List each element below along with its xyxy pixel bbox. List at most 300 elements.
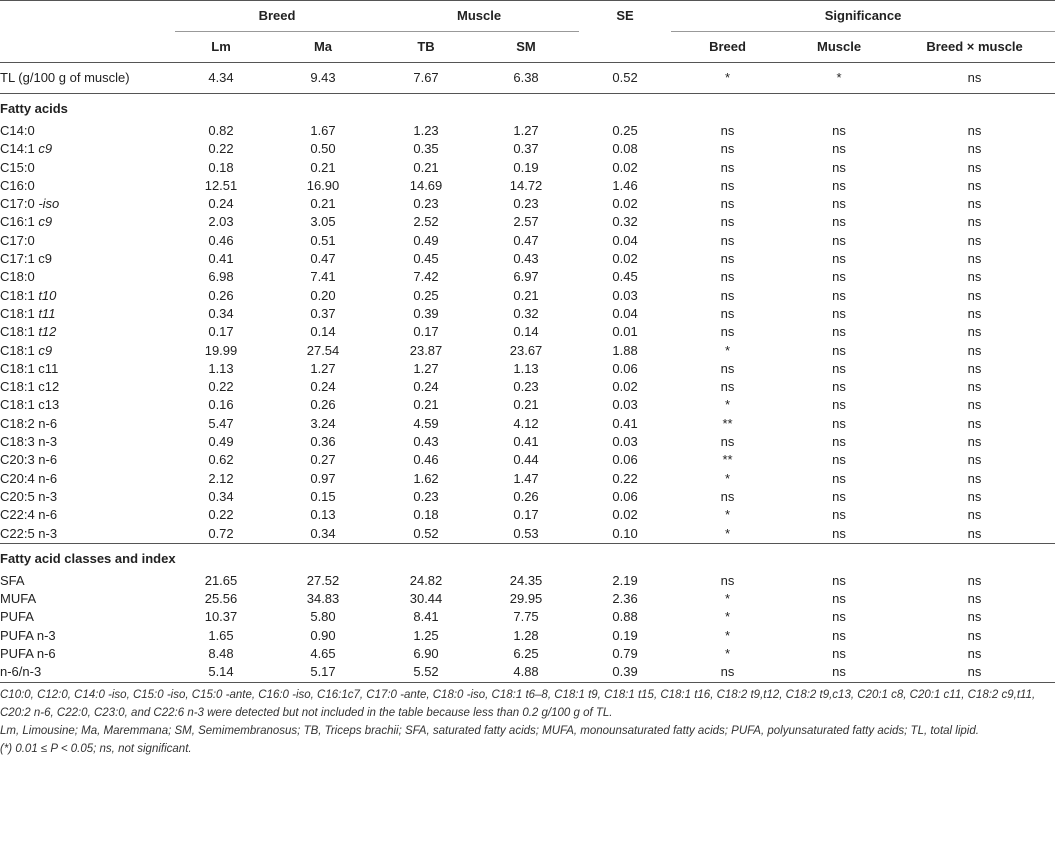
row-label-name: C18:1 [0,342,39,358]
cell-ma: 0.37 [310,305,336,321]
row-label [0,268,175,286]
cell-tb: 7.67 [413,70,439,85]
cell-lm: 0.82 [208,123,234,138]
cell-sm: 0.26 [513,488,539,504]
cell-sm: 1.13 [513,360,539,376]
row-label-name: C20:3 n-6 [0,452,58,468]
cell-sig-breed: ns [720,251,735,267]
table-row [0,250,1055,268]
cell-sig-interaction: ns [967,646,982,662]
row-label [0,360,175,378]
header-sig-breed: Breed [671,32,784,63]
section-header-fatty-acids [0,94,1055,123]
row-label-name: C18:1 [0,287,39,303]
cell-lm: 0.62 [208,452,234,468]
cell-lm: 0.49 [208,434,234,450]
cell-sig-muscle: ns [832,627,846,643]
cell-sig-interaction: ns [967,251,982,267]
row-label-name: C18:3 n-3 [0,434,58,450]
cell-se: 0.52 [612,70,638,85]
table-row [0,287,1055,305]
cell-sig-muscle: ns [832,572,846,588]
cell-lm: 1.65 [208,627,234,643]
row-label-suffix: c9 [38,141,53,157]
cell-sig-interaction: ns [967,452,982,468]
row-label-name: SFA [0,572,25,588]
cell-ma: 27.52 [306,572,340,588]
cell-sig-breed: * [725,591,731,607]
cell-sm: 4.88 [473,663,579,682]
cell-sig-breed: ns [720,379,735,395]
cell-sig-breed: ns [720,214,735,230]
cell-sig-interaction: ns [967,627,982,643]
cell-sig-muscle: ns [832,287,846,303]
cell-ma: 1.27 [310,360,336,376]
cell-lm: 0.22 [208,507,234,523]
table-row [0,195,1055,213]
row-label [0,213,175,231]
row-label-name: C22:4 n-6 [0,507,58,523]
cell-sig-muscle: ns [832,488,846,504]
row-label [0,250,175,268]
cell-sig-muscle: ns [832,177,846,193]
row-label [0,159,175,177]
cell-ma: 34.83 [306,591,340,607]
row-label-name: PUFA [0,609,34,625]
cell-sm: 0.43 [513,251,539,267]
header-sm: SM [473,32,579,63]
cell-sm: 7.75 [513,609,539,625]
cell-sig-interaction: ns [967,269,982,285]
cell-ma: 0.13 [310,507,336,523]
cell-sig-breed: ns [720,287,735,303]
cell-sig-muscle: ns [832,305,846,321]
cell-se: 0.41 [612,415,638,431]
row-label [0,433,175,451]
cell-sig-interaction: ns [967,287,982,303]
row-label [0,305,175,323]
cell-sig-muscle: ns [832,324,846,340]
header-lm: Lm [175,32,267,63]
header-sig-muscle: Muscle [784,32,894,63]
section-title: Fatty acid classes and index [0,543,1055,572]
cell-ma: 27.54 [306,342,340,358]
section-title: Fatty acids [0,94,1055,123]
header-se: SE [579,1,671,33]
cell-tb: 0.46 [413,452,439,468]
cell-sig-breed: ns [720,305,735,321]
row-label [0,140,175,158]
cell-sig-breed: ns [720,434,735,450]
cell-sm: 1.27 [513,123,539,138]
section-header-classes [0,543,1055,572]
cell-se: 0.03 [612,287,638,303]
header-row-groups [0,1,1055,33]
cell-se: 1.46 [612,177,638,193]
cell-se: 0.02 [612,251,638,267]
cell-se: 2.36 [612,591,638,607]
cell-se: 0.06 [612,452,638,468]
table-row [0,232,1055,250]
cell-sm: 0.14 [513,324,539,340]
cell-lm: 0.41 [208,251,234,267]
cell-sig-breed: ns [720,324,735,340]
cell-sig-breed: * [725,342,731,358]
cell-sig-breed: * [725,525,731,541]
cell-ma: 0.34 [310,525,336,541]
row-label [0,470,175,488]
table-body [0,63,1055,123]
cell-ma: 0.47 [310,251,336,267]
cell-tb: 6.90 [413,646,439,662]
footnote-abbreviations: Lm, Limousine; Ma, Maremmana; SM, Semimembranosus; TB, Triceps brachii; SFA, saturated fatty acids; MUFA, monounsaturated fatty acids; PUFA, polyunsaturated fatty acids; TL, total lipid. [0,724,979,737]
cell-sig-interaction: ns [967,609,982,625]
row-label-name: PUFA n-3 [0,627,56,643]
cell-sm: 4.12 [513,415,539,431]
header-empty [0,32,175,63]
cell-sig-interaction: ns [967,397,982,413]
row-label-name: C14:0 [0,123,35,138]
cell-tb: 0.23 [413,196,439,212]
cell-se: 0.06 [612,360,638,376]
row-label-suffix: c9 [38,214,53,230]
footnote-significance: (*) 0.01 ≤ P < 0.05; ns, not significant. [0,742,192,755]
cell-sig-breed: * [725,507,731,523]
cell-se: 0.39 [579,663,671,682]
cell-lm: 0.72 [208,525,234,541]
cell-tb: 0.24 [413,379,439,395]
cell-lm: 6.98 [208,269,234,285]
cell-ma: 0.26 [310,397,336,413]
cell-sig-interaction: ns [967,324,982,340]
footnotes [0,683,1055,758]
cell-sig-muscle: ns [832,525,846,541]
row-label [0,608,175,626]
table-row-tl [0,63,1055,94]
cell-sig-interaction: ns [967,123,982,138]
cell-sig-breed: ns [720,196,735,212]
cell-sm: 2.57 [513,214,539,230]
cell-sig-interaction: ns [967,360,982,376]
cell-sig-muscle: ns [832,397,846,413]
cell-lm: 0.34 [208,488,234,504]
cell-sig-muscle: ns [832,609,846,625]
row-label [0,177,175,195]
row-label-name: C20:4 n-6 [0,470,58,486]
header-row-sub [0,32,1055,63]
cell-lm: 0.16 [208,397,234,413]
cell-lm: 0.22 [208,141,234,157]
cell-tb: 0.52 [413,525,439,541]
table-row [0,396,1055,414]
cell-sig-muscle: ns [832,342,846,358]
cell-sm: 0.47 [513,232,539,248]
cell-ma: 0.50 [310,141,336,157]
cell-sig-breed: ns [671,663,784,682]
cell-sm: 0.53 [513,525,539,541]
header-tb: TB [379,32,473,63]
row-label-name: C17:1 c9 [0,251,53,267]
cell-sig-breed: ** [722,415,733,431]
row-label-suffix: t12 [38,324,57,340]
cell-sig-breed: * [725,609,731,625]
cell-se: 0.32 [612,214,638,230]
cell-lm: 25.56 [204,591,238,607]
cell-ma: 0.15 [310,488,336,504]
cell-ma: 0.27 [310,452,336,468]
row-label [0,232,175,250]
cell-tb: 24.82 [409,572,443,588]
header-empty [0,1,175,33]
cell-lm: 2.03 [208,214,234,230]
row-label-name: C17:0 [0,196,39,212]
cell-lm: 12.51 [204,177,238,193]
cell-se: 0.04 [612,232,638,248]
table-row [0,506,1055,524]
cell-ma: 0.21 [310,196,336,212]
cell-tb: 0.23 [413,488,439,504]
cell-ma: 5.80 [310,609,336,625]
cell-sig-breed: * [725,397,731,413]
cell-sig-interaction: ns [967,470,982,486]
cell-sig-breed: ns [720,159,735,175]
cell-sig-muscle: ns [832,141,846,157]
table-row [0,159,1055,177]
cell-sig-breed: ns [720,572,735,588]
cell-lm: 19.99 [204,342,238,358]
row-label: TL (g/100 g of muscle) [0,70,130,85]
cell-ma: 4.65 [310,646,336,662]
cell-sig-interaction: ns [967,591,982,607]
cell-tb: 23.87 [409,342,443,358]
table-row [0,360,1055,378]
row-label [0,451,175,469]
cell-sig-muscle: ns [832,434,846,450]
cell-lm: 0.18 [208,159,234,175]
cell-sig-muscle: ns [832,507,846,523]
row-label [0,415,175,433]
cell-tb: 0.35 [413,141,439,157]
cell-sig-interaction: ns [967,525,982,541]
cell-sig-interaction: ns [967,434,982,450]
row-label-name: C18:1 [0,324,39,340]
cell-sm: 1.47 [513,470,539,486]
cell-tb: 0.49 [413,232,439,248]
cell-sig-muscle: ns [832,470,846,486]
cell-lm: 8.48 [208,646,234,662]
row-label [0,195,175,213]
cell-sig-muscle: ns [832,360,846,376]
cell-se: 0.08 [612,141,638,157]
cell-tb: 0.25 [413,287,439,303]
cell-sig-interaction: ns [967,214,982,230]
cell-sig-breed: ns [720,232,735,248]
table-row [0,470,1055,488]
cell-tb: 1.62 [413,470,439,486]
cell-sig-interaction: ns [967,196,982,212]
cell-se: 2.19 [612,572,638,588]
row-label-suffix: t10 [38,287,57,303]
cell-tb: 0.18 [413,507,439,523]
table-row [0,590,1055,608]
cell-sm: 0.41 [513,434,539,450]
cell-sm: 14.72 [509,177,543,193]
row-label-name: C22:5 n-3 [0,525,58,541]
row-label-name: C18:1 c12 [0,379,60,395]
table-row [0,572,1055,590]
cell-sig-muscle: * [836,70,842,85]
cell-tb: 0.43 [413,434,439,450]
cell-lm: 10.37 [204,609,238,625]
row-label [0,645,175,663]
cell-tb: 0.21 [413,397,439,413]
row-label [0,663,175,682]
row-label [0,342,175,360]
cell-se: 0.03 [612,434,638,450]
footnote-detected: C10:0, C12:0, C14:0 -iso, C15:0 -iso, C15:0 -ante, C16:0 -iso, C16:1c7, C17:0 -ante, C18:0 -iso, C18:1 t6–8, C18:1 t9, C18:1 t15, C18:1 t16, C18:2 t9,t12, C18:2 t9,c13, C20:1 c8, C20:1 c11, C18:2 c9,t11, C20:2 n-6, C22:0, C23:0, and C22:6 n-3 were detected but not included in the table because less than 0.2 g/100 g of TL. [0,688,1036,719]
row-label [0,378,175,396]
table-row [0,488,1055,506]
row-label-name: MUFA [0,591,37,607]
table-row [0,451,1055,469]
cell-ma: 0.51 [310,232,336,248]
row-label [0,590,175,608]
cell-se: 0.25 [612,123,638,138]
cell-tb: 8.41 [413,609,439,625]
table-row [0,323,1055,341]
row-label-name: C18:1 c13 [0,397,60,413]
row-label-name: C16:0 [0,177,35,193]
cell-tb: 5.52 [379,663,473,682]
cell-sig-muscle: ns [832,379,846,395]
table-row [0,608,1055,626]
cell-lm: 0.17 [208,324,234,340]
row-label-suffix: c9 [38,342,53,358]
cell-sig-breed: ns [720,269,735,285]
row-label-name: n-6/n-3 [0,664,42,680]
cell-se: 0.01 [612,324,638,340]
cell-sm: 0.21 [513,397,539,413]
cell-sig-breed: ns [720,360,735,376]
table-row [0,342,1055,360]
row-label-name: C18:1 [0,305,39,321]
cell-sig-interaction: ns [967,507,982,523]
cell-sig-interaction: ns [967,177,982,193]
cell-tb: 0.39 [413,305,439,321]
cell-sm: 23.67 [509,342,543,358]
cell-tb: 0.17 [413,324,439,340]
cell-tb: 0.45 [413,251,439,267]
cell-sm: 0.23 [513,196,539,212]
cell-se: 0.02 [612,159,638,175]
header-muscle: Muscle [379,1,579,33]
cell-lm: 4.34 [208,70,234,85]
cell-se: 0.45 [612,269,638,285]
cell-lm: 0.34 [208,305,234,321]
table-row [0,268,1055,286]
cell-lm: 0.46 [208,232,234,248]
cell-sig-muscle: ns [832,269,846,285]
cell-ma: 7.41 [310,269,336,285]
cell-sm: 0.17 [513,507,539,523]
cell-sig-interaction: ns [967,70,982,85]
row-label-name: C15:0 [0,159,35,175]
classes-head [0,543,1055,572]
row-label [0,287,175,305]
cell-sm: 0.23 [513,379,539,395]
cell-sm: 24.35 [509,572,543,588]
row-label-name: C18:1 c11 [0,360,59,376]
cell-sig-muscle: ns [832,196,846,212]
cell-sig-muscle: ns [832,251,846,267]
cell-sig-breed: ns [720,141,735,157]
cell-se: 0.02 [612,379,638,395]
cell-lm: 1.13 [208,360,234,376]
cell-ma: 16.90 [306,177,340,193]
cell-ma: 3.05 [310,214,336,230]
cell-sig-muscle: ns [832,123,846,138]
header-ma: Ma [267,32,379,63]
cell-sig-muscle: ns [832,591,846,607]
row-label-name: PUFA n-6 [0,646,56,662]
cell-sig-interaction: ns [967,379,982,395]
table-row [0,525,1055,544]
cell-ma: 3.24 [310,415,336,431]
cell-se: 0.88 [612,609,638,625]
table-row [0,663,1055,682]
cell-tb: 2.52 [413,214,439,230]
cell-sig-muscle: ns [832,214,846,230]
cell-ma: 0.14 [310,324,336,340]
cell-sm: 1.28 [513,627,539,643]
cell-se: 1.88 [612,342,638,358]
cell-sig-interaction: ns [967,488,982,504]
cell-sm: 6.38 [513,70,539,85]
cell-se: 0.03 [612,397,638,413]
header-empty [579,32,671,63]
row-label-name: C17:0 [0,232,35,248]
row-label-suffix: t11 [38,305,56,321]
cell-sm: 0.44 [513,452,539,468]
table-row [0,305,1055,323]
row-label [0,488,175,506]
cell-tb: 4.59 [413,415,439,431]
cell-tb: 1.25 [413,627,439,643]
fatty-acids-body [0,122,1055,543]
cell-sm: 0.32 [513,305,539,321]
cell-se: 0.02 [612,507,638,523]
cell-sig-interaction: ns [967,159,982,175]
row-label-name: C18:2 n-6 [0,415,58,431]
table-row [0,378,1055,396]
cell-se: 0.06 [612,488,638,504]
cell-sig-breed: * [725,627,731,643]
cell-se: 0.02 [612,196,638,212]
row-label [0,627,175,645]
table-row [0,645,1055,663]
cell-sig-interaction: ns [894,663,1055,682]
cell-ma: 9.43 [310,70,336,85]
cell-sig-breed: * [725,646,731,662]
table-row [0,627,1055,645]
cell-sig-breed: ns [720,177,735,193]
cell-sm: 6.97 [513,269,539,285]
cell-sig-interaction: ns [967,415,982,431]
cell-sig-interaction: ns [967,232,982,248]
cell-ma: 0.21 [310,159,336,175]
row-label [0,525,175,544]
cell-sig-breed: * [725,470,731,486]
